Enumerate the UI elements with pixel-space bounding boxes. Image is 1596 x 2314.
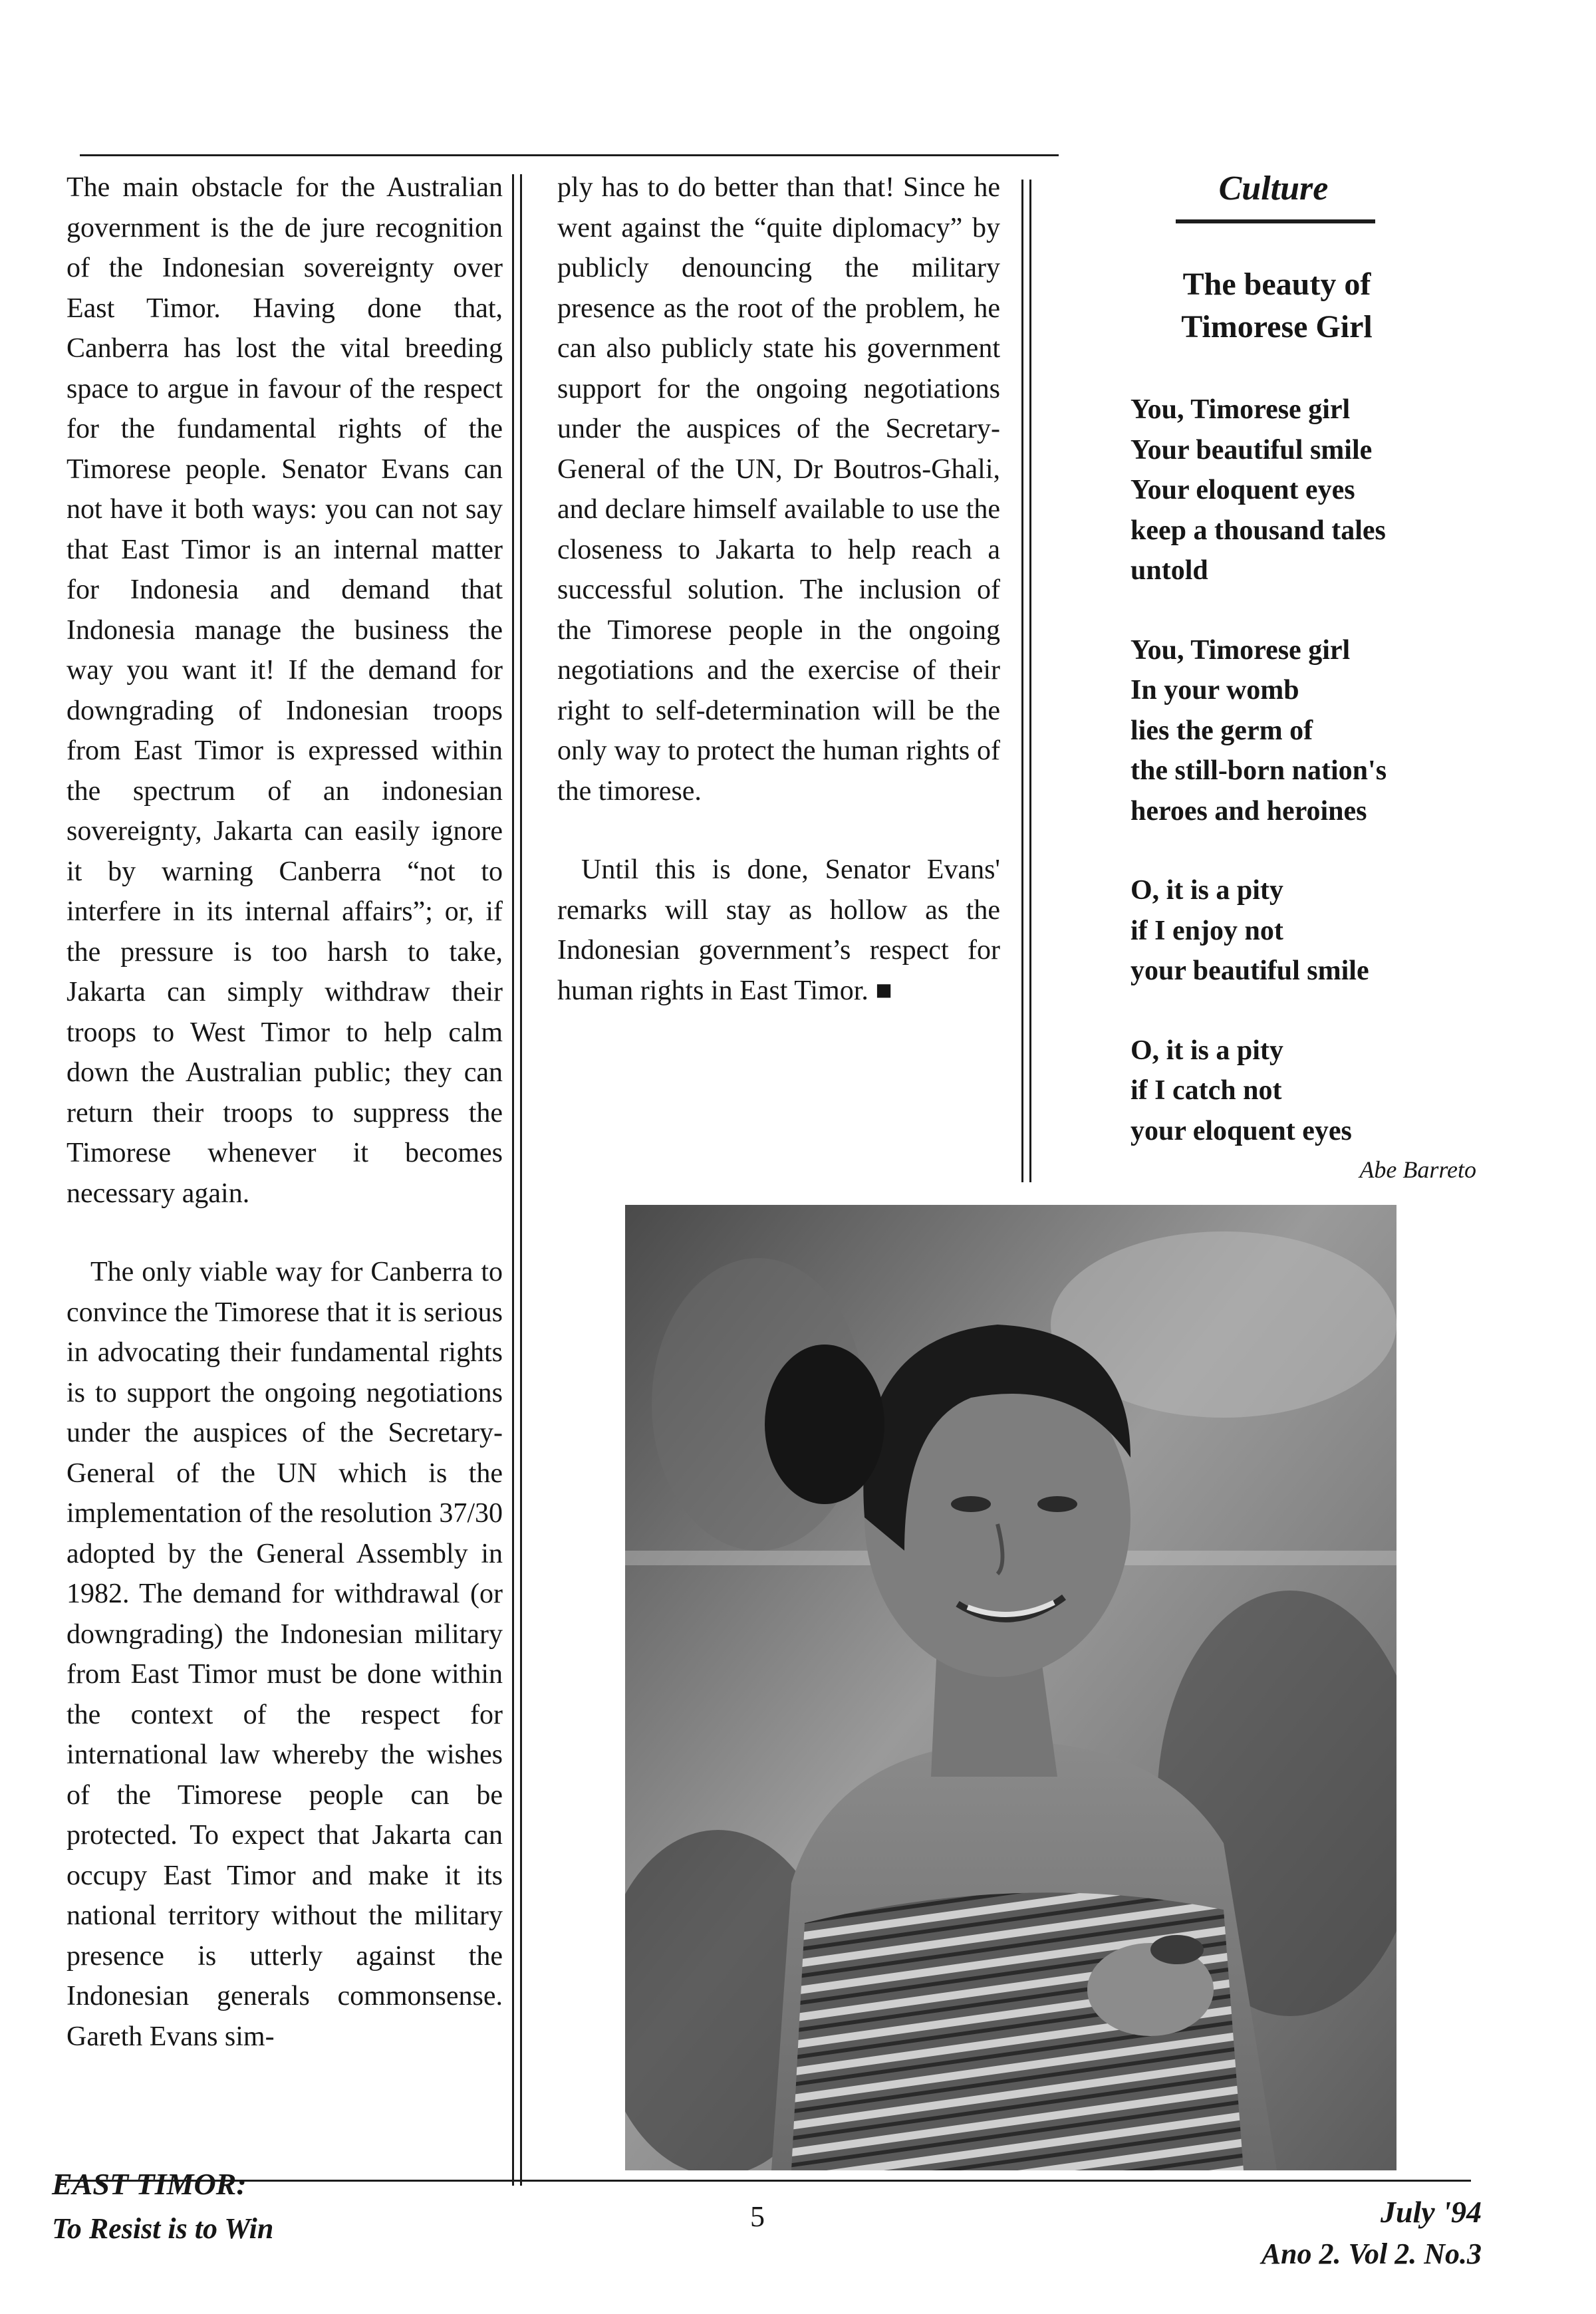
article-closing-paragraph	[557, 850, 1000, 1011]
poem-line: keep a thousand tales	[1130, 515, 1386, 546]
poem-stanza	[1130, 1031, 1503, 1152]
issue-volume: Ano 2. Vol 2. No.3	[1261, 2238, 1482, 2270]
poem-line: the still-born nation's	[1130, 755, 1387, 786]
poem-line: Your beautiful smile	[1130, 434, 1373, 465]
end-mark: ■	[875, 975, 892, 1006]
poem-line: heroes and heroines	[1130, 795, 1367, 827]
top-rule	[80, 154, 1059, 156]
poem-line: lies the germ of	[1130, 715, 1313, 746]
poem-stanza	[1130, 870, 1503, 991]
poem-stanza	[1130, 630, 1503, 832]
poem-line: Your eloquent eyes	[1130, 475, 1355, 505]
poem-body	[1130, 390, 1503, 1190]
poem-line: your eloquent eyes	[1130, 1115, 1352, 1146]
article-paragraph: The only viable way for Canberra to convince the Timorese that it is serious in advocating their fundamental rights is to support the ongoing negotiations under the auspices of the Secretary-General of the UN which is the implementation of the resolution 37/30 adopted by the General Assembly in 1982. The demand for withdrawal (or downgrading) the Indonesian military from East Timor must be done within the context of the respect for international law whereby the wishes of the Timorese people can be protected. To expect that Jakarta can occupy East Timor and make it its national territory without the military presence is utterly against the Indonesian generals commonsense. Gareth Evans sim-	[66, 1257, 503, 2052]
poem-line: You, Timorese girl	[1130, 634, 1351, 666]
poem-line: O, it is a pity	[1130, 1035, 1283, 1066]
column-divider-left-a	[512, 174, 514, 2186]
poem-title-line: Timorese Girl	[1181, 309, 1373, 344]
poem-line: O, it is a pity	[1130, 875, 1283, 906]
page-number: 5	[750, 2200, 765, 2233]
poem-line: your beautiful smile	[1130, 956, 1369, 986]
article-paragraph-text: Until this is done, Senator Evans' remarks will stay as hollow as the Indonesian government’s respect for human rights in East Timor.	[557, 854, 1000, 1006]
publication-tagline: To Resist is to Win	[52, 2212, 274, 2245]
poem-title-line: The beauty of	[1182, 267, 1371, 302]
poem-line: You, Timorese girl	[1130, 394, 1351, 425]
issue-date: July '94	[1380, 2195, 1482, 2229]
poem-title	[1130, 263, 1423, 348]
column-divider-right-b	[1029, 180, 1031, 1182]
poem-line: if I enjoy not	[1130, 915, 1283, 946]
poem-line: In your womb	[1130, 675, 1299, 706]
poem-author: Abe Barreto	[1359, 1156, 1476, 1183]
article-column-2	[557, 168, 1000, 1011]
article-paragraph: The main obstacle for the Australian government is the de jure recognition of the Indonesian sovereignty over East Timor. Having done that, Canberra has lost the vital breeding space to argue in favour of the respect for the fundamental rights of the Timorese people. Senator Evans can not have it both ways: you can not say that East Timor is an internal matter for Indonesia and demand that Indonesia manage the business the way you want it! If the demand for downgrading of Indonesian troops from East Timor is expressed within the spectrum of an indonesian sovereignty, Jakarta can easily ignore it by warning Canberra “not to interfere in its internal affairs”; or, if the pressure is too harsh to take, Jakarta can simply withdraw their troops to West Timor to help calm down the Australian public; they can return their troops to suppress the Timorese whenever it becomes necessary again.	[66, 172, 503, 1209]
poem-stanza	[1130, 390, 1503, 591]
poem-line: if I catch not	[1130, 1075, 1282, 1106]
article-paragraph: ply has to do better than that! Since he went against the “quite diplomacy” by publicly denouncing the military presence as the root of the problem, he can also publicly state his government support for the ongoing negotiations under the auspices of the Secretary-General of the UN, Dr Boutros-Ghali, and declare himself available to use the closeness to Jakarta to help reach a successful solution. The inclusion of the Timorese people in the ongoing negotiations and the exercise of their right to self-determination will be the only way to protect the human rights of the timorese.	[557, 172, 1000, 807]
column-divider-left-b	[520, 174, 522, 2186]
publication-name: EAST TIMOR:	[52, 2167, 247, 2201]
column-divider-right-a	[1021, 180, 1023, 1182]
photo-timorese-girl	[625, 1205, 1396, 2170]
poem-line: untold	[1130, 555, 1208, 586]
article-column-1	[66, 168, 503, 2057]
section-heading-culture: Culture	[1218, 170, 1329, 207]
culture-heading-underline	[1176, 219, 1375, 223]
footer-rule	[61, 2180, 1471, 2182]
